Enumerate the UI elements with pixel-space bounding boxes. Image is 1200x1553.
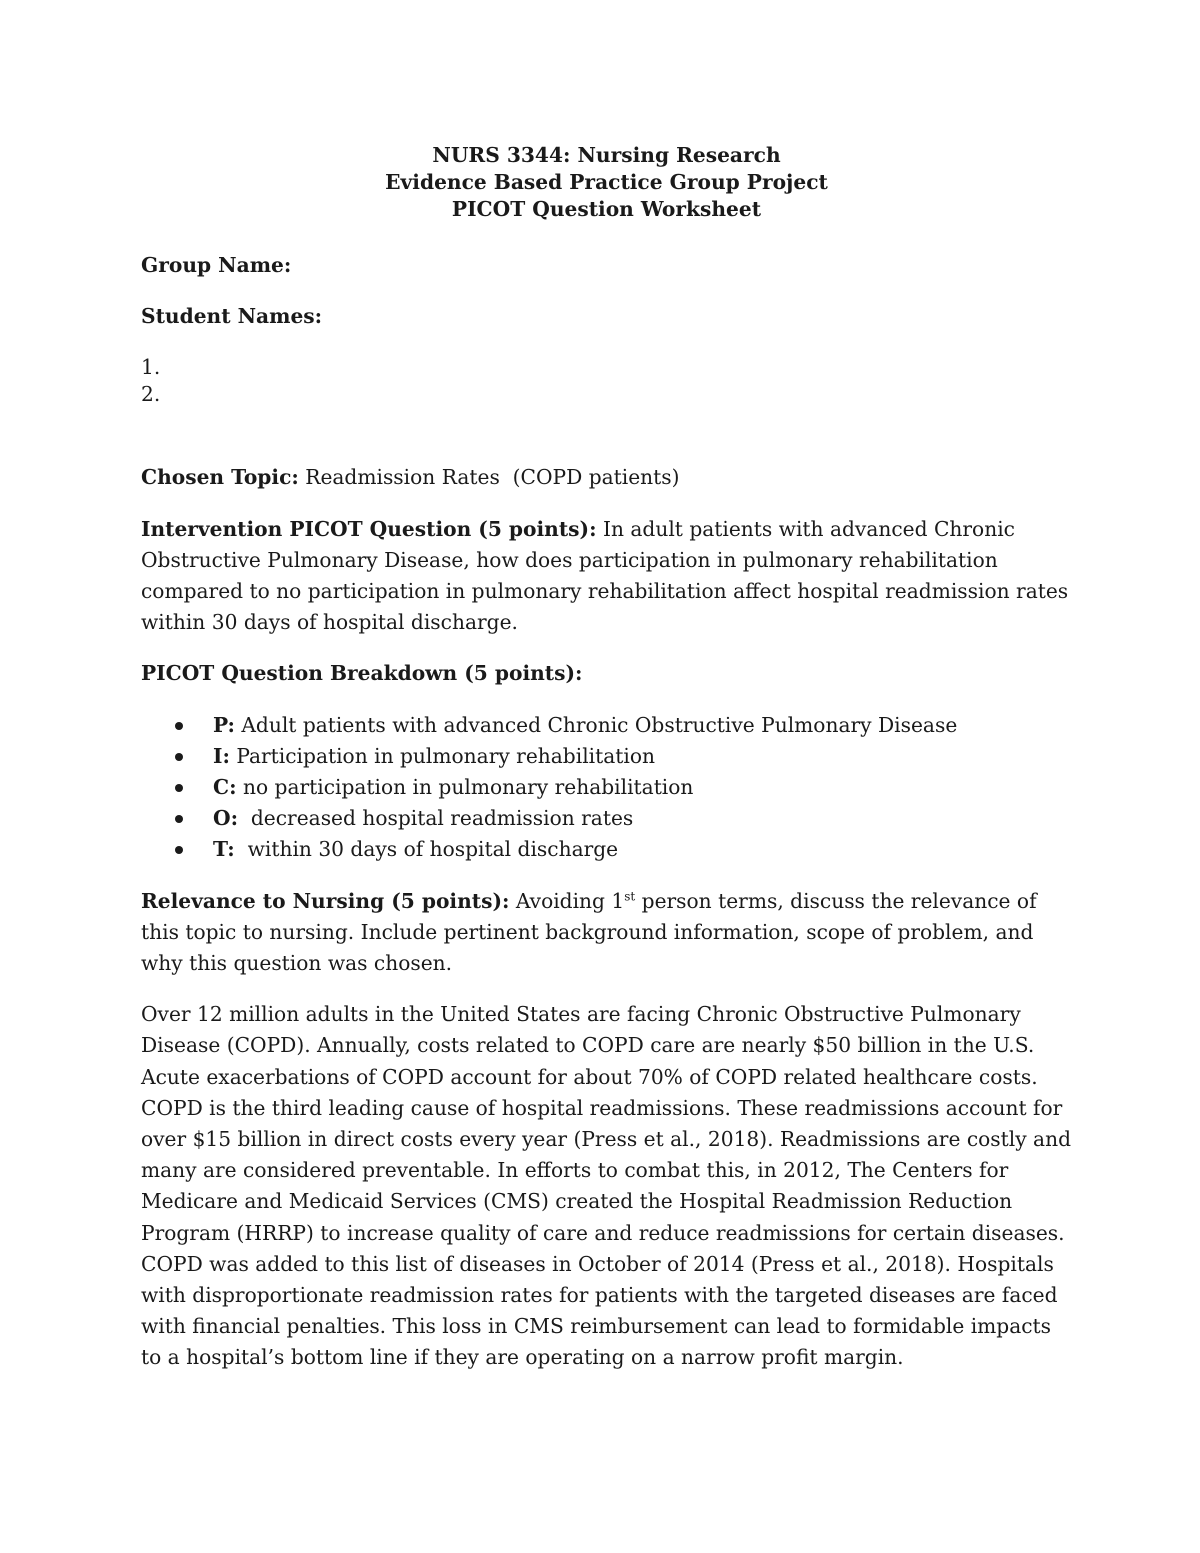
list-item xyxy=(175,710,1072,741)
body-paragraph: Over 12 million adults in the United States are facing Chronic Obstructive Pulmonary Disease (COPD). Annually, costs related to COPD care are nearly $50 billion in the U.S. Acute exacerbations of COPD account for about 70% of COPD related healthcare costs. COPD is the third leading cause of hospital readmissions. These readmissions account for over $15 billion in direct costs every year (Press et al., 2018). Readmissions are costly and many are considered preventable. In efforts to combat this, in 2012, The Centers for Medicare and Medicaid Services (CMS) created the Hospital Readmission Reduction Program (HRRP) to increase quality of care and reduce readmissions for certain diseases. COPD was added to this list of diseases in October of 2014 (Press et al., 2018). Hospitals with disproportionate readmission rates for patients with the targeted diseases are faced with financial penalties. This loss in CMS reimbursement can lead to formidable impacts to a hospital’s bottom line if they are operating on a narrow profit margin. xyxy=(141,1002,1071,1370)
relevance-text-before: Avoiding 1 xyxy=(509,888,625,913)
picot-key: P: xyxy=(213,712,235,737)
breakdown-label: PICOT Question Breakdown (5 points): xyxy=(141,661,583,686)
worksheet-title: PICOT Question Worksheet xyxy=(451,197,762,221)
student-names-label: Student Names: xyxy=(141,304,323,329)
picot-text: no participation in pulmonary rehabilitation xyxy=(236,775,694,800)
relevance-superscript: st xyxy=(624,888,636,903)
picot-text: Participation in pulmonary rehabilitation xyxy=(229,743,655,768)
intervention-picot-question xyxy=(141,514,1072,639)
list-item xyxy=(175,834,1072,865)
picot-key: O: xyxy=(213,806,239,831)
list-item xyxy=(175,772,1072,803)
group-name-label: Group Name: xyxy=(141,253,292,277)
bullet-icon xyxy=(175,846,183,854)
student-number-1: 1. xyxy=(141,355,161,380)
chosen-topic xyxy=(141,462,1072,493)
picot-key: C: xyxy=(213,775,237,800)
bullet-icon xyxy=(175,722,183,730)
picot-breakdown-list xyxy=(175,710,1072,866)
intervention-text: In adult patients with advanced Chronic Obstructive Pulmonary Disease, how does participation in pulmonary rehabilitation compared to no participation in pulmonary rehabilitation affect hospital readmission rates within 30 days of hospital discharge. xyxy=(141,516,1069,635)
document-title-block xyxy=(141,142,1072,223)
bullet-icon xyxy=(175,784,183,792)
chosen-topic-label: Chosen Topic: xyxy=(141,465,299,490)
bullet-icon xyxy=(175,815,183,823)
picot-text: decreased hospital readmission rates xyxy=(238,806,634,831)
picot-key: I: xyxy=(213,743,230,768)
picot-text: Adult patients with advanced Chronic Obstructive Pulmonary Disease xyxy=(234,712,958,737)
bullet-icon xyxy=(175,753,183,761)
relevance-text-after: person terms, discuss the relevance of this topic to nursing. Include pertinent background information, scope of problem, and why this question was chosen. xyxy=(141,888,1037,976)
relevance-label: Relevance to Nursing (5 points): xyxy=(141,888,510,913)
relevance-to-nursing xyxy=(141,886,1072,980)
intervention-label: Intervention PICOT Question (5 points): xyxy=(141,516,597,541)
project-title: Evidence Based Practice Group Project xyxy=(385,170,828,194)
picot-text: within 30 days of hospital discharge xyxy=(234,837,619,862)
list-item xyxy=(175,803,1072,834)
course-title: NURS 3344: Nursing Research xyxy=(432,143,781,167)
list-item xyxy=(175,741,1072,772)
picot-key: T: xyxy=(213,837,235,862)
student-number-2: 2. xyxy=(141,382,161,407)
chosen-topic-value: Readmission Rates (COPD patients) xyxy=(298,465,680,490)
student-number-list xyxy=(141,354,1072,408)
